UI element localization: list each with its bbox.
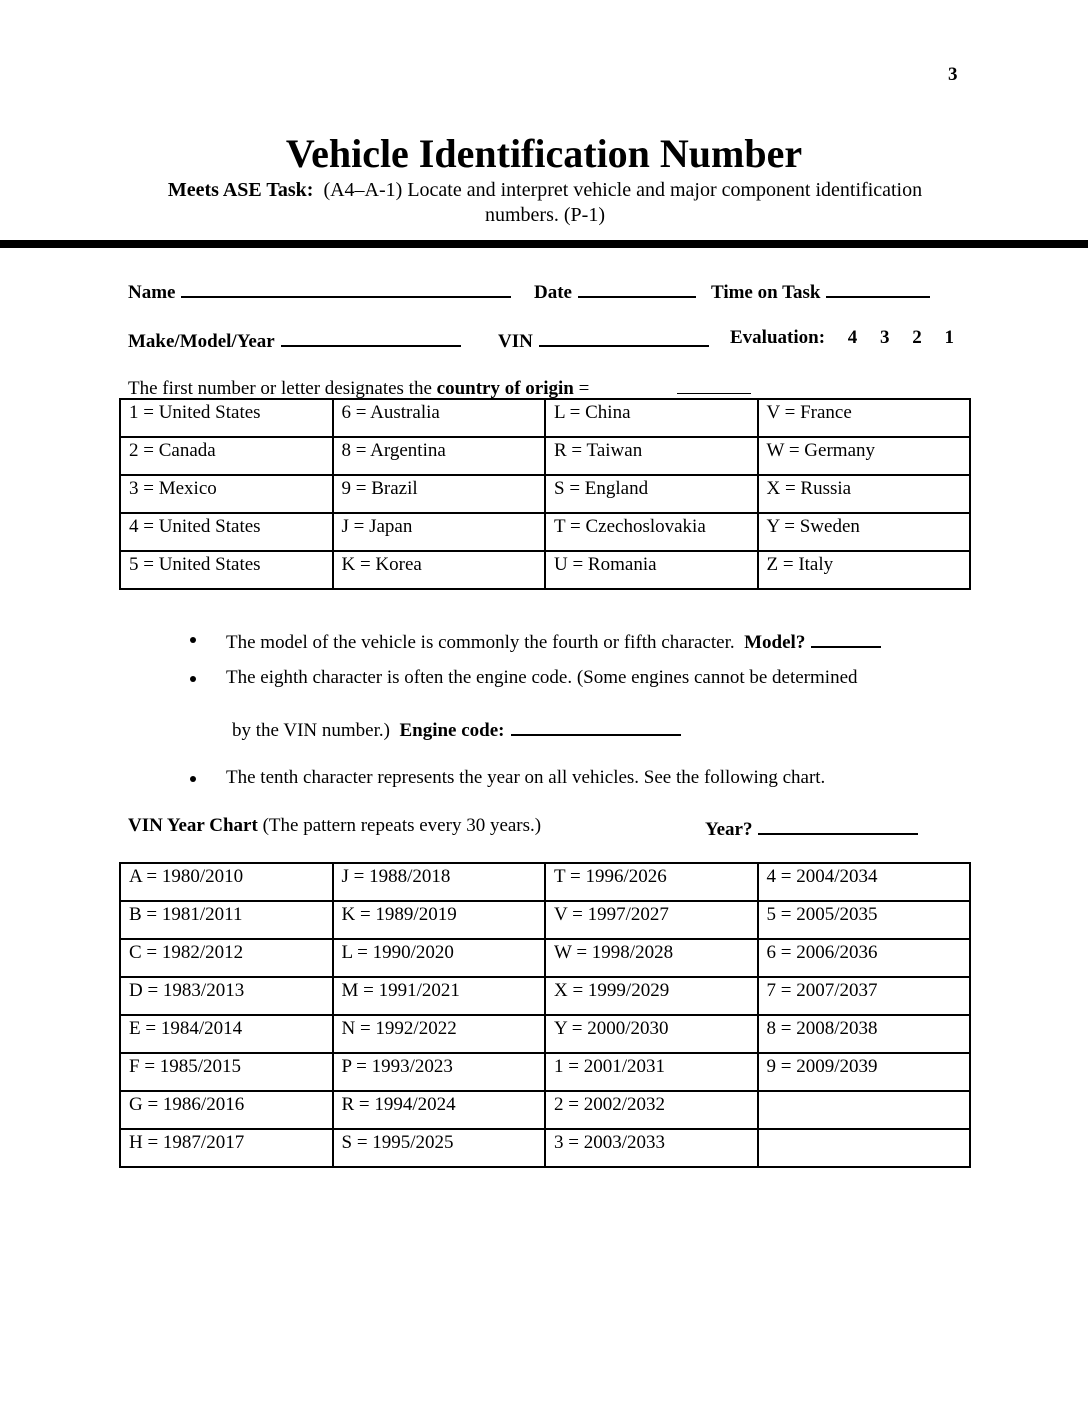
make-model-year-group	[128, 327, 461, 353]
table-cell: 8 = 2008/2038	[758, 1015, 971, 1053]
table-cell: 5 = United States	[120, 551, 333, 589]
bullet-text-model	[226, 628, 881, 654]
country-of-origin-table	[119, 398, 971, 590]
table-cell: E = 1984/2014	[120, 1015, 333, 1053]
table-cell: F = 1985/2015	[120, 1053, 333, 1091]
table-cell: J = Japan	[333, 513, 546, 551]
time-on-task-blank[interactable]	[826, 278, 930, 298]
table-cell: A = 1980/2010	[120, 863, 333, 901]
header-divider	[0, 240, 1088, 248]
table-cell: 9 = Brazil	[333, 475, 546, 513]
table-cell: H = 1987/2017	[120, 1129, 333, 1167]
ase-task-label: Meets ASE Task:	[167, 179, 314, 201]
model-blank[interactable]	[811, 628, 881, 648]
table-row	[120, 513, 970, 551]
table-row	[120, 551, 970, 589]
table-cell: 3 = 2003/2033	[545, 1129, 758, 1167]
year-chart-title: VIN Year Chart	[128, 815, 258, 836]
table-cell: B = 1981/2011	[120, 901, 333, 939]
ase-task-text: (A4–A-1) Locate and interpret vehicle and major component identification numbers. (P-1)	[323, 179, 923, 226]
vin-label: VIN	[498, 331, 533, 352]
date-blank[interactable]	[578, 278, 696, 298]
model-note: The model of the vehicle is commonly the fourth or fifth character.	[226, 632, 735, 653]
table-cell: X = Russia	[758, 475, 971, 513]
table-cell: 4 = United States	[120, 513, 333, 551]
table-cell: K = 1989/2019	[333, 901, 546, 939]
country-intro-bold: country of origin	[436, 378, 574, 399]
make-model-year-blank[interactable]	[281, 327, 461, 347]
page-title: Vehicle Identification Number	[285, 131, 803, 176]
table-cell: Y = Sweden	[758, 513, 971, 551]
table-cell: 6 = Australia	[333, 399, 546, 437]
table-cell: C = 1982/2012	[120, 939, 333, 977]
table-row	[120, 1129, 970, 1167]
bullet-icon	[190, 676, 196, 682]
time-on-task-label: Time on Task	[711, 282, 821, 303]
table-cell: W = 1998/2028	[545, 939, 758, 977]
table-cell: 1 = United States	[120, 399, 333, 437]
table-row	[120, 901, 970, 939]
table-row	[120, 977, 970, 1015]
table-cell: J = 1988/2018	[333, 863, 546, 901]
table-row	[120, 437, 970, 475]
table-cell: 5 = 2005/2035	[758, 901, 971, 939]
table-cell: 2 = 2002/2032	[545, 1091, 758, 1129]
table-cell: 1 = 2001/2031	[545, 1053, 758, 1091]
table-cell: V = 1997/2027	[545, 901, 758, 939]
make-model-year-label: Make/Model/Year	[128, 331, 275, 352]
table-cell: P = 1993/2023	[333, 1053, 546, 1091]
date-label: Date	[534, 282, 572, 303]
ase-task-subtitle	[130, 178, 960, 228]
country-of-origin-blank[interactable]	[677, 375, 751, 394]
table-cell: S = England	[545, 475, 758, 513]
table-row	[120, 1053, 970, 1091]
engine-note-cont-text: by the VIN number.)	[232, 720, 390, 741]
table-cell: 8 = Argentina	[333, 437, 546, 475]
table-cell: G = 1986/2016	[120, 1091, 333, 1129]
bullet-icon	[190, 637, 196, 643]
table-cell: D = 1983/2013	[120, 977, 333, 1015]
table-row	[120, 475, 970, 513]
vin-field-group	[498, 327, 709, 353]
engine-code-blank[interactable]	[511, 716, 681, 736]
table-cell: V = France	[758, 399, 971, 437]
bullet-icon	[190, 776, 196, 782]
year-chart-note: (The pattern repeats every 30 years.)	[257, 815, 542, 836]
table-cell: 3 = Mexico	[120, 475, 333, 513]
vin-year-chart-heading	[128, 815, 541, 837]
table-cell-empty	[758, 1091, 971, 1129]
engine-note: The eighth character is often the engine code. (Some engines cannot be determined	[226, 667, 858, 688]
year-label: Year?	[705, 819, 753, 840]
table-cell: T = 1996/2026	[545, 863, 758, 901]
year-blank[interactable]	[758, 815, 918, 835]
evaluation-option-3[interactable]: 3	[880, 327, 890, 348]
table-row	[120, 399, 970, 437]
table-row	[120, 863, 970, 901]
engine-code-label: Engine code:	[399, 720, 505, 741]
table-cell: L = 1990/2020	[333, 939, 546, 977]
table-cell: U = Romania	[545, 551, 758, 589]
table-cell: 2 = Canada	[120, 437, 333, 475]
vin-year-table	[119, 862, 971, 1168]
table-cell: K = Korea	[333, 551, 546, 589]
table-cell: N = 1992/2022	[333, 1015, 546, 1053]
table-cell: 7 = 2007/2037	[758, 977, 971, 1015]
date-field-group	[534, 278, 696, 304]
country-intro-prefix: The first number or letter designates the	[128, 378, 437, 399]
year-note: The tenth character represents the year on all vehicles. See the following chart.	[226, 767, 826, 788]
evaluation-option-2[interactable]: 2	[912, 327, 922, 348]
table-row	[120, 939, 970, 977]
table-cell: Z = Italy	[758, 551, 971, 589]
table-cell: W = Germany	[758, 437, 971, 475]
table-cell: S = 1995/2025	[333, 1129, 546, 1167]
country-of-origin-prompt	[128, 375, 751, 400]
year-field-group	[705, 815, 918, 841]
table-cell: L = China	[545, 399, 758, 437]
time-field-group	[711, 278, 930, 304]
name-field-group	[128, 278, 511, 304]
evaluation-label: Evaluation:	[730, 327, 826, 348]
table-cell: 4 = 2004/2034	[758, 863, 971, 901]
table-row	[120, 1091, 970, 1129]
name-blank[interactable]	[181, 278, 511, 298]
table-cell-empty	[758, 1129, 971, 1167]
table-cell: M = 1991/2021	[333, 977, 546, 1015]
table-cell: R = 1994/2024	[333, 1091, 546, 1129]
evaluation-option-1[interactable]: 1	[944, 327, 955, 348]
country-intro-suffix: =	[573, 378, 590, 399]
table-cell: 6 = 2006/2036	[758, 939, 971, 977]
table-cell: X = 1999/2029	[545, 977, 758, 1015]
table-row	[120, 1015, 970, 1053]
name-label: Name	[128, 282, 176, 303]
evaluation-group	[730, 327, 954, 349]
table-cell: Y = 2000/2030	[545, 1015, 758, 1053]
table-cell: 9 = 2009/2039	[758, 1053, 971, 1091]
model-label: Model?	[744, 632, 806, 653]
vin-blank[interactable]	[539, 327, 709, 347]
evaluation-option-4[interactable]: 4	[847, 327, 858, 348]
engine-note-continued	[232, 716, 681, 742]
page-number: 3	[948, 64, 958, 85]
table-cell: R = Taiwan	[545, 437, 758, 475]
table-cell: T = Czechoslovakia	[545, 513, 758, 551]
